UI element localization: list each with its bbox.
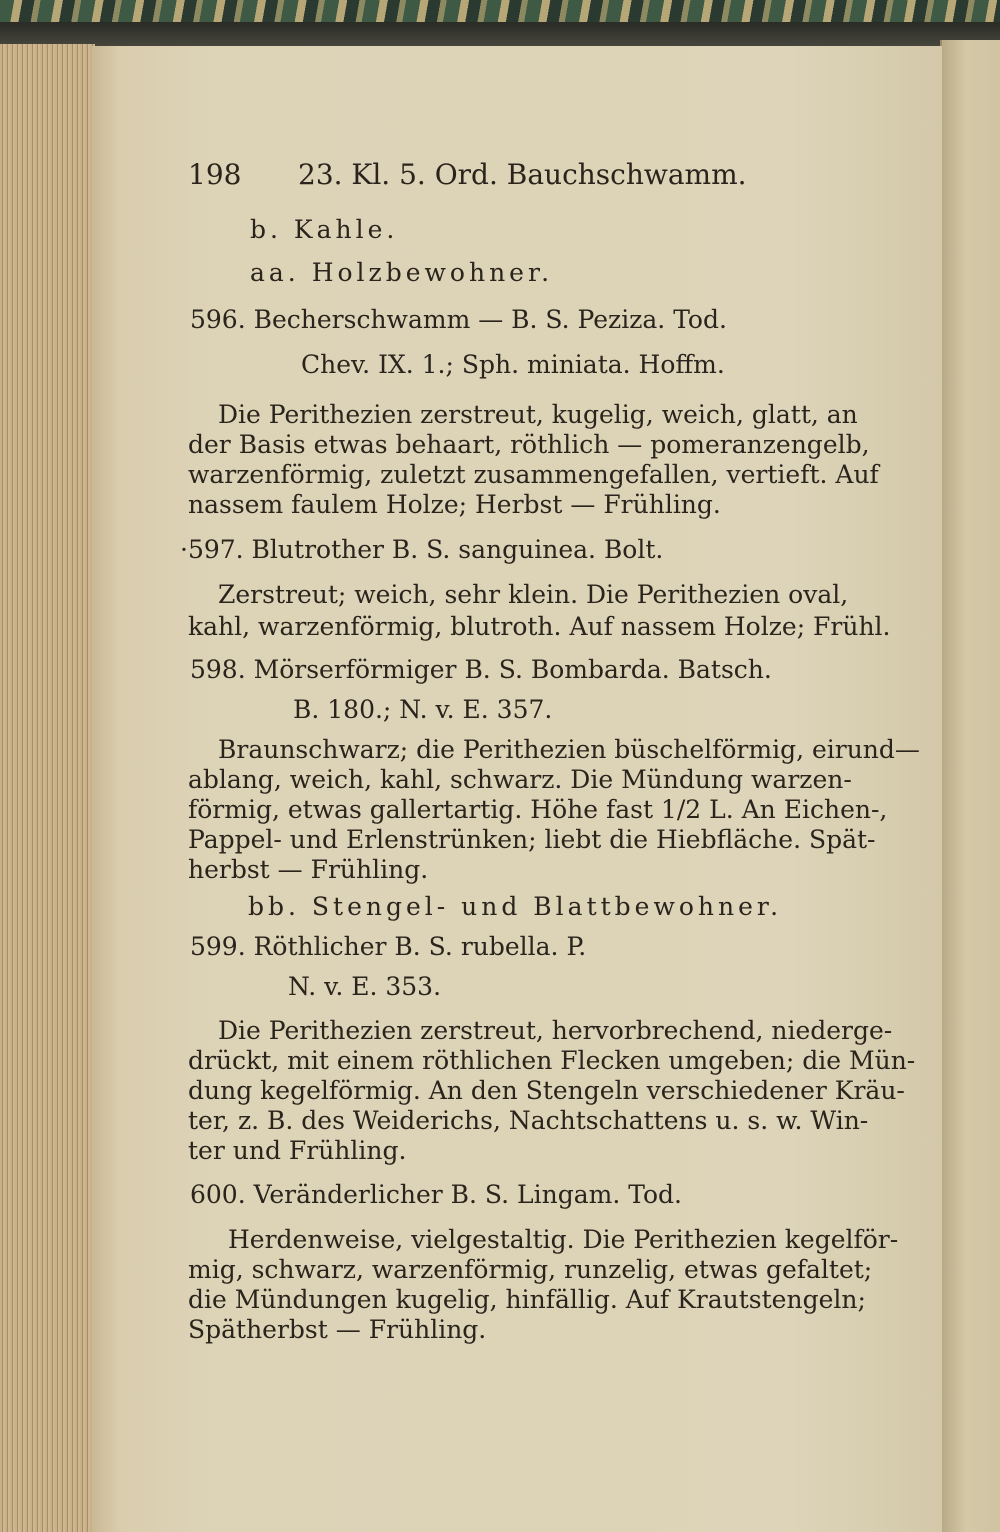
description-line: die Mündungen kugelig, hinfällig. Auf Krautstengeln; [188, 1285, 866, 1314]
description-line: herbst — Frühling. [188, 855, 429, 884]
entry-heading: 596. Becherschwamm — B. S. Peziza. Tod. [190, 305, 727, 334]
description-line: kahl, warzenförmig, blutroth. Auf nassem Holze; Frühl. [188, 612, 891, 641]
description-line: Die Perithezien zerstreut, hervorbrechend, niederge- [218, 1016, 893, 1045]
description-line: ablang, weich, kahl, schwarz. Die Mündung warzen- [188, 765, 852, 794]
description-line: drückt, mit einem röthlichen Flecken umgeben; die Mün- [188, 1046, 916, 1075]
description-line: ter, z. B. des Weiderichs, Nachtschattens u. s. w. Win- [188, 1106, 869, 1135]
description-line: Braunschwarz; die Perithezien büschelförmig, eirund— [218, 735, 920, 764]
description-line: Die Perithezien zerstreut, kugelig, weich, glatt, an [218, 400, 858, 429]
facing-page-edge [940, 40, 1000, 1532]
description-line: nassem faulem Holze; Herbst — Frühling. [188, 490, 721, 519]
description-line: Spätherbst — Frühling. [188, 1315, 487, 1344]
description-line: mig, schwarz, warzenförmig, runzelig, etwas gefaltet; [188, 1255, 873, 1284]
page-number: 198 [188, 158, 242, 191]
description-line: Pappel- und Erlenstrünken; liebt die Hiebfläche. Spät- [188, 825, 876, 854]
entry-heading: 600. Veränderlicher B. S. Lingam. Tod. [190, 1180, 682, 1209]
subsection-heading: aa. Holzbewohner. [250, 258, 554, 287]
description-line: dung kegelförmig. An den Stengeln verschiedener Kräu- [188, 1076, 905, 1105]
entry-reference: N. v. E. 353. [288, 972, 442, 1001]
entry-reference: B. 180.; N. v. E. 357. [293, 695, 553, 724]
entry-reference: Chev. IX. 1.; Sph. miniata. Hoffm. [301, 350, 725, 379]
running-head: 23. Kl. 5. Ord. Bauchschwamm. [298, 158, 747, 191]
description-line: der Basis etwas behaart, röthlich — pomeranzengelb, [188, 430, 870, 459]
description-line: ter und Frühling. [188, 1136, 407, 1165]
section-heading: b. Kahle. [250, 215, 399, 244]
subsection-heading: bb. Stengel- und Blattbewohner. [248, 892, 783, 921]
description-line: förmig, etwas gallertartig. Höhe fast 1/2 L. An Eichen-, [188, 795, 888, 824]
description-line: Herdenweise, vielgestaltig. Die Perithezien kegelför- [228, 1225, 899, 1254]
entry-heading: 599. Röthlicher B. S. rubella. P. [190, 932, 587, 961]
entry-heading: ·597. Blutrother B. S. sanguinea. Bolt. [180, 535, 664, 564]
description-line: warzenförmig, zuletzt zusammengefallen, vertieft. Auf [188, 460, 879, 489]
page-block-edges [0, 44, 95, 1532]
description-line: Zerstreut; weich, sehr klein. Die Perithezien oval, [218, 580, 849, 609]
entry-heading: 598. Mörserförmiger B. S. Bombarda. Batsch. [190, 655, 772, 684]
